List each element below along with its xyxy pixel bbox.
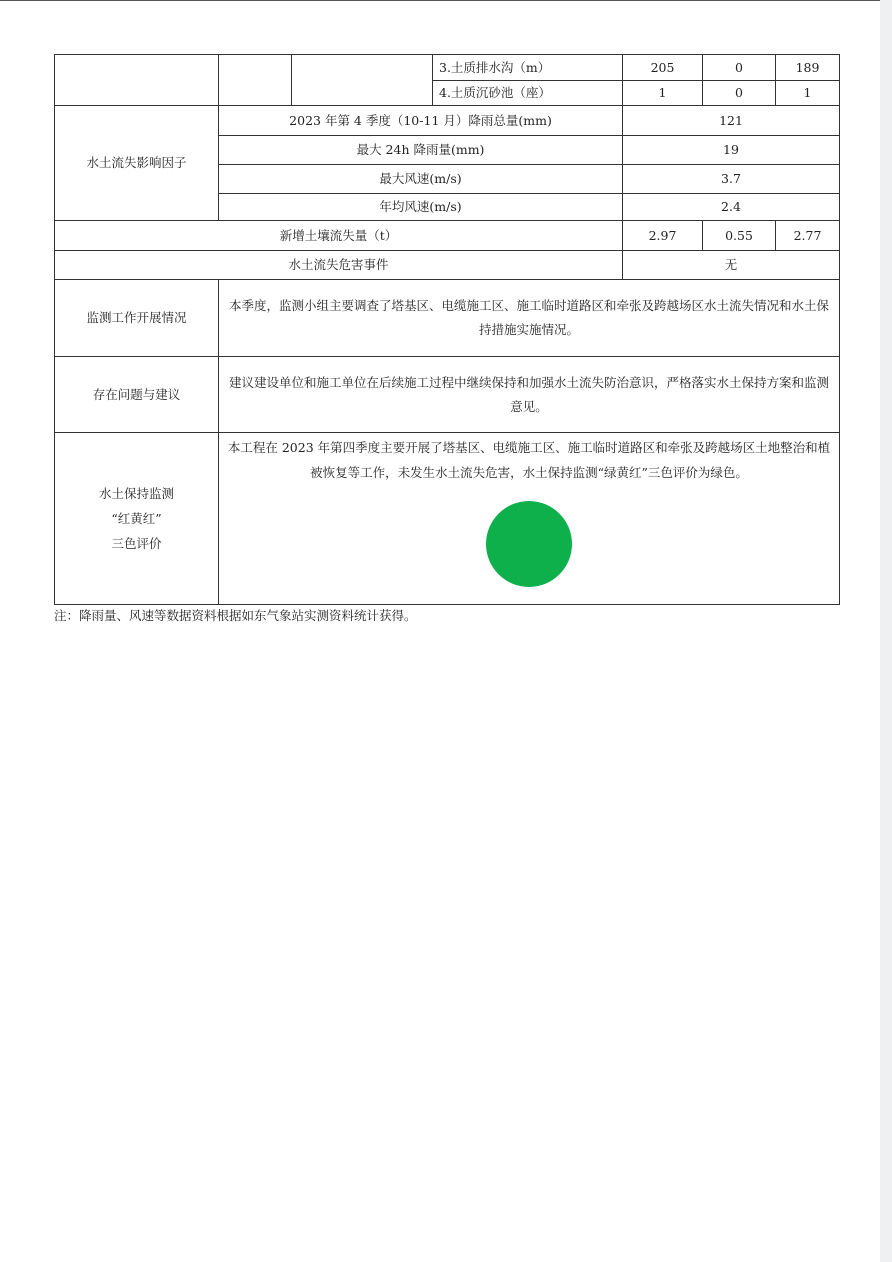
facility-value: 1 bbox=[623, 81, 703, 106]
hazard-row bbox=[55, 251, 840, 280]
factor-name: 最大 24h 降雨量(mm) bbox=[219, 136, 623, 165]
factor-value: 2.4 bbox=[623, 194, 840, 221]
evaluation-row bbox=[55, 433, 840, 605]
facility-value: 189 bbox=[776, 55, 840, 81]
monitoring-row bbox=[55, 280, 840, 357]
blank-cell bbox=[55, 55, 219, 106]
issues-text: 建议建设单位和施工单位在后续施工过程中继续保持和加强水土流失防治意识，严格落实水土保持方案和监测意见。 bbox=[219, 357, 840, 433]
soil-loss-value: 0.55 bbox=[703, 221, 776, 251]
facility-value: 0 bbox=[703, 55, 776, 81]
monitoring-report-table bbox=[54, 54, 840, 605]
evaluation-text: 本工程在 2023 年第四季度主要开展了塔基区、电缆施工区、施工临时道路区和牵张及跨越场区土地整治和植被恢复等工作，未发生水土流失危害，水土保持监测“绿黄红”三色评价为绿色。 bbox=[227, 440, 831, 480]
soil-loss-value: 2.77 bbox=[776, 221, 840, 251]
issues-row bbox=[55, 357, 840, 433]
hazard-label: 水土流失危害事件 bbox=[55, 251, 623, 280]
blank-cell bbox=[292, 55, 433, 106]
soil-loss-value: 2.97 bbox=[623, 221, 703, 251]
facility-name: 4.土质沉砂池（座） bbox=[433, 81, 623, 106]
factor-row bbox=[55, 106, 840, 136]
facility-name: 3.土质排水沟（m） bbox=[433, 55, 623, 81]
evaluation-label-line: 水土保持监测 bbox=[98, 486, 174, 501]
factor-name: 最大风速(m/s) bbox=[219, 165, 623, 194]
facility-value: 205 bbox=[623, 55, 703, 81]
factor-value: 19 bbox=[623, 136, 840, 165]
green-circle-indicator bbox=[486, 501, 572, 587]
issues-label: 存在问题与建议 bbox=[55, 357, 219, 433]
factor-name: 2023 年第 4 季度（10-11 月）降雨总量(mm) bbox=[219, 106, 623, 136]
facility-row-1 bbox=[55, 55, 840, 81]
evaluation-cell bbox=[219, 433, 840, 605]
page-top-rule bbox=[0, 0, 892, 1]
evaluation-label bbox=[55, 433, 219, 605]
soil-loss-row bbox=[55, 221, 840, 251]
evaluation-label-line: 三色评价 bbox=[111, 536, 162, 551]
monitoring-label: 监测工作开展情况 bbox=[55, 280, 219, 357]
blank-cell bbox=[219, 55, 292, 106]
page-edge-shade bbox=[880, 0, 892, 1262]
soil-loss-label: 新增土壤流失量（t） bbox=[55, 221, 623, 251]
facility-value: 1 bbox=[776, 81, 840, 106]
factors-label: 水土流失影响因子 bbox=[55, 106, 219, 221]
evaluation-label-line: “红黄红” bbox=[111, 511, 162, 526]
hazard-value: 无 bbox=[623, 251, 840, 280]
factor-name: 年均风速(m/s) bbox=[219, 194, 623, 221]
facility-value: 0 bbox=[703, 81, 776, 106]
footnote: 注：降雨量、风速等数据资料根据如东气象站实测资料统计获得。 bbox=[54, 608, 417, 623]
monitoring-text: 本季度，监测小组主要调查了塔基区、电缆施工区、施工临时道路区和牵张及跨越场区水土流失情况和水土保持措施实施情况。 bbox=[219, 280, 840, 357]
factor-value: 3.7 bbox=[623, 165, 840, 194]
factor-value: 121 bbox=[623, 106, 840, 136]
